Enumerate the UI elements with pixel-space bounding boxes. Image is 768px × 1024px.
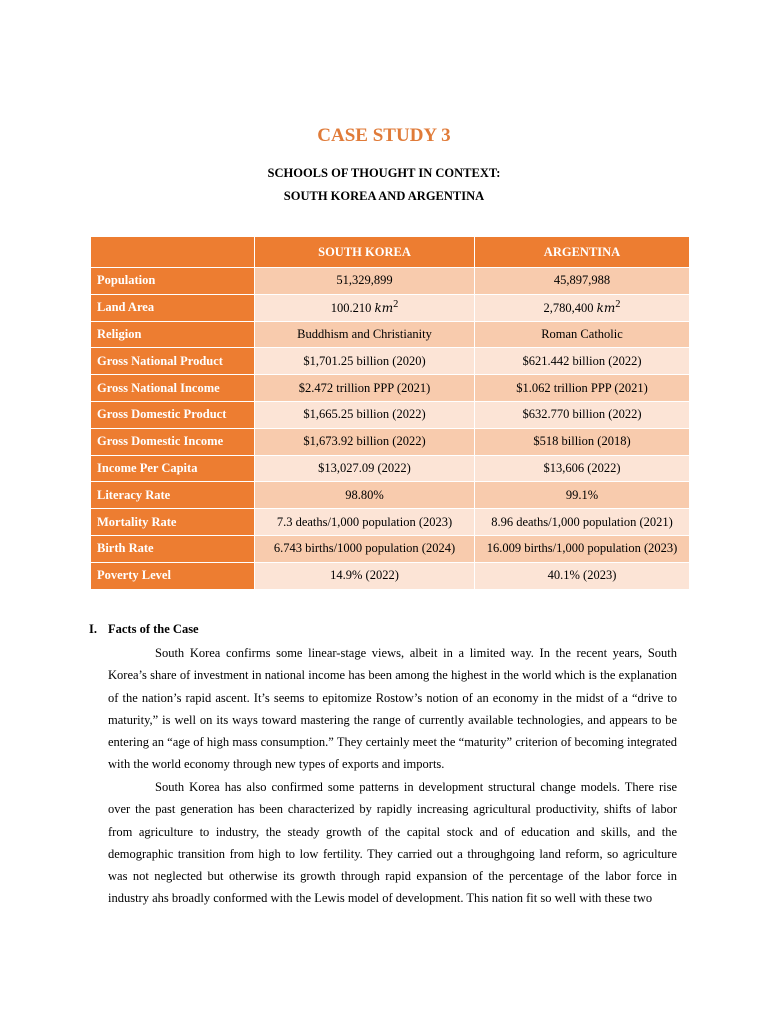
row-label: Population [91, 268, 255, 295]
row-label: Literacy Rate [91, 482, 255, 509]
argentina-value: 40.1% (2023) [475, 562, 690, 589]
section-heading [89, 622, 199, 637]
row-label: Land Area [91, 294, 255, 321]
argentina-value: 8.96 deaths/1,000 population (2021) [475, 509, 690, 536]
table-row [91, 321, 690, 348]
argentina-value: $632.770 billion (2022) [475, 401, 690, 428]
south-korea-value: $1,673.92 billion (2022) [255, 428, 475, 455]
row-label: Gross Domestic Product [91, 401, 255, 428]
argentina-value: 99.1% [475, 482, 690, 509]
unit-exponent: 2 [615, 299, 621, 311]
table-row [91, 268, 690, 295]
body-paragraph-2 [108, 776, 677, 910]
land-area-value: 100.210 [330, 301, 372, 316]
comparison-table [90, 236, 690, 590]
south-korea-value: 98.80% [255, 482, 475, 509]
south-korea-value: $13,027.09 (2022) [255, 455, 475, 482]
table-row [91, 294, 690, 321]
table-row [91, 348, 690, 375]
south-korea-value: 51,329,899 [255, 268, 475, 295]
unit-km: km [374, 301, 394, 316]
south-korea-value: $1,665.25 billion (2022) [255, 401, 475, 428]
table-row [91, 401, 690, 428]
row-label: Income Per Capita [91, 455, 255, 482]
body-paragraph-1 [108, 642, 677, 776]
row-label: Gross National Product [91, 348, 255, 375]
argentina-value: 45,897,988 [475, 268, 690, 295]
row-label: Poverty Level [91, 562, 255, 589]
unit-exponent: 2 [393, 299, 399, 311]
table-row [91, 535, 690, 562]
argentina-value: $1.062 trillion PPP (2021) [475, 375, 690, 402]
table-row [91, 562, 690, 589]
paragraph-text: South Korea has also confirmed some patterns in development structural change models. There rise over the past generation has been characterized by rapidly increasing agricultural productivity, shifts of labor from agriculture to industry, the steady growth of the capital stock and of education and skills, and the demographic transition from high to low fertility. They carried out a throughgoing land reform, so agriculture was not neglected but otherwise its growth through rapid expansion of the percentage of the labor force in industry ahs broadly conformed with the Lewis model of development. This nation fit so well with these two [108, 780, 677, 906]
south-korea-value: $2.472 trillion PPP (2021) [255, 375, 475, 402]
row-label: Birth Rate [91, 535, 255, 562]
argentina-value: 16.009 births/1,000 population (2023) [475, 535, 690, 562]
south-korea-value: Buddhism and Christianity [255, 321, 475, 348]
table-row [91, 482, 690, 509]
south-korea-value: 6.743 births/1000 population (2024) [255, 535, 475, 562]
south-korea-value: $1,701.25 billion (2020) [255, 348, 475, 375]
argentina-value: Roman Catholic [475, 321, 690, 348]
south-korea-value: 7.3 deaths/1,000 population (2023) [255, 509, 475, 536]
unit-km: km [596, 301, 616, 316]
argentina-value [475, 294, 690, 321]
subtitle-line-1: SCHOOLS OF THOUGHT IN CONTEXT: [267, 166, 501, 180]
table-row [91, 428, 690, 455]
section-number: I. [89, 622, 97, 636]
header-argentina: ARGENTINA [475, 237, 690, 268]
row-label: Religion [91, 321, 255, 348]
south-korea-value [255, 294, 475, 321]
section-title: Facts of the Case [108, 622, 199, 636]
table-row [91, 375, 690, 402]
row-label: Mortality Rate [91, 509, 255, 536]
argentina-value: $518 billion (2018) [475, 428, 690, 455]
table-row [91, 455, 690, 482]
row-label: Gross National Income [91, 375, 255, 402]
table-header-row [91, 237, 690, 268]
header-empty-cell [91, 237, 255, 268]
argentina-value: $13,606 (2022) [475, 455, 690, 482]
case-study-title: CASE STUDY 3 [317, 125, 451, 146]
argentina-value: $621.442 billion (2022) [475, 348, 690, 375]
land-area-value: 2,780,400 [543, 301, 594, 316]
subtitle-line-2: SOUTH KOREA AND ARGENTINA [283, 189, 485, 203]
table-row [91, 509, 690, 536]
paragraph-text: South Korea confirms some linear-stage views, albeit in a limited way. In the recent years, South Korea’s share of investment in national income has been among the highest in the world which is the explanation of the nation’s rapid ascent. It’s seems to epitomize Rostow’s notion of an economy in the midst of a “drive to maturity,” is well on its ways toward mastering the range of currently available technologies, and appears to be entering an “age of high mass consumption.” They certainly meet the “maturity” criterion of becoming integrated with the world economy through new types of exports and imports. [108, 646, 677, 772]
row-label: Gross Domestic Income [91, 428, 255, 455]
header-south-korea: SOUTH KOREA [255, 237, 475, 268]
south-korea-value: 14.9% (2022) [255, 562, 475, 589]
